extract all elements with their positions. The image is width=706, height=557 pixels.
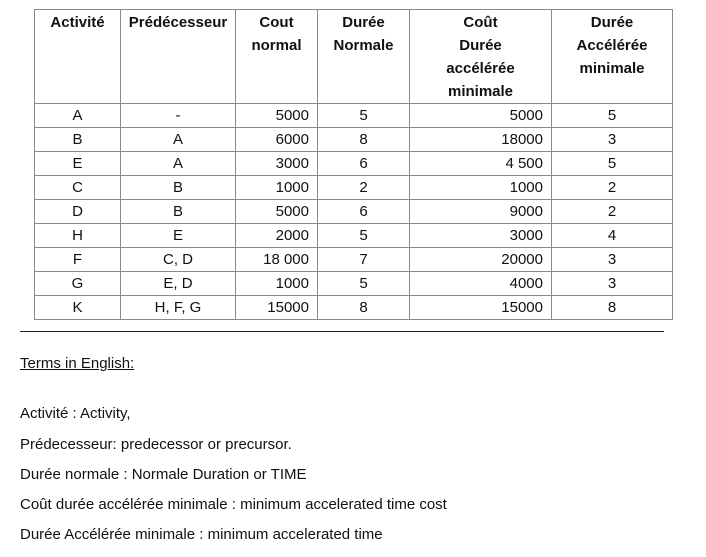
cell-normal-duration: 7	[318, 248, 410, 272]
cell-min-accelerated-duration: 3	[552, 248, 673, 272]
table-header-row	[35, 10, 673, 104]
cell-normal-cost: 1000	[236, 176, 318, 200]
header-duree-acceleree: Durée Accélérée minimale	[552, 10, 673, 104]
cell-predecessor: E, D	[121, 272, 236, 296]
table-row	[35, 248, 673, 272]
cell-predecessor: A	[121, 128, 236, 152]
table-row	[35, 152, 673, 176]
definition-duree-acceleree: Durée Accélérée minimale : minimum accelerated time	[20, 526, 383, 543]
cell-normal-duration: 6	[318, 200, 410, 224]
cell-min-accelerated-duration: 5	[552, 104, 673, 128]
header-predecesseur: Prédécesseur	[121, 10, 236, 104]
cell-min-accelerated-duration: 5	[552, 152, 673, 176]
cell-activity: E	[35, 152, 121, 176]
cell-min-accelerated-duration: 3	[552, 128, 673, 152]
cell-normal-cost: 5000	[236, 104, 318, 128]
cell-predecessor: B	[121, 200, 236, 224]
header-cout-normal: Cout normal	[236, 10, 318, 104]
cell-activity: A	[35, 104, 121, 128]
definition-duree-normale: Durée normale : Normale Duration or TIME	[20, 466, 307, 483]
cell-predecessor: A	[121, 152, 236, 176]
table-row	[35, 272, 673, 296]
cell-min-accelerated-duration: 4	[552, 224, 673, 248]
table-row	[35, 176, 673, 200]
cell-min-accelerated-cost: 15000	[410, 296, 552, 320]
cell-normal-duration: 8	[318, 296, 410, 320]
cell-min-accelerated-cost: 1000	[410, 176, 552, 200]
cell-min-accelerated-duration: 2	[552, 200, 673, 224]
cell-activity: C	[35, 176, 121, 200]
cell-normal-duration: 2	[318, 176, 410, 200]
cell-min-accelerated-cost: 3000	[410, 224, 552, 248]
cell-normal-duration: 5	[318, 272, 410, 296]
horizontal-divider	[20, 331, 664, 332]
table-row	[35, 104, 673, 128]
cell-min-accelerated-cost: 18000	[410, 128, 552, 152]
activity-table	[34, 9, 673, 320]
cell-predecessor: E	[121, 224, 236, 248]
cell-predecessor: -	[121, 104, 236, 128]
cell-normal-cost: 3000	[236, 152, 318, 176]
definition-predecesseur: Prédecesseur: predecessor or precursor.	[20, 436, 292, 453]
cell-min-accelerated-duration: 8	[552, 296, 673, 320]
cell-min-accelerated-cost: 4 500	[410, 152, 552, 176]
cell-normal-cost: 15000	[236, 296, 318, 320]
cell-normal-cost: 6000	[236, 128, 318, 152]
cell-activity: F	[35, 248, 121, 272]
cell-min-accelerated-duration: 2	[552, 176, 673, 200]
header-duree-normale: Durée Normale	[318, 10, 410, 104]
cell-min-accelerated-cost: 5000	[410, 104, 552, 128]
definition-activite: Activité : Activity,	[20, 405, 131, 422]
cell-activity: B	[35, 128, 121, 152]
cell-activity: D	[35, 200, 121, 224]
cell-normal-cost: 2000	[236, 224, 318, 248]
cell-predecessor: H, F, G	[121, 296, 236, 320]
cell-normal-cost: 18 000	[236, 248, 318, 272]
table-row	[35, 224, 673, 248]
cell-normal-duration: 5	[318, 224, 410, 248]
terms-heading: Terms in English:	[20, 355, 135, 372]
definition-cout-acceleree: Coût durée accélérée minimale : minimum accelerated time cost	[20, 496, 447, 513]
table-row	[35, 128, 673, 152]
cell-normal-duration: 5	[318, 104, 410, 128]
cell-activity: H	[35, 224, 121, 248]
cell-normal-duration: 8	[318, 128, 410, 152]
cell-normal-duration: 6	[318, 152, 410, 176]
cell-min-accelerated-duration: 3	[552, 272, 673, 296]
cell-predecessor: C, D	[121, 248, 236, 272]
table-body	[35, 104, 673, 320]
cell-min-accelerated-cost: 20000	[410, 248, 552, 272]
table-row	[35, 200, 673, 224]
header-cout-duree-acceleree: Coût Durée accélérée minimale	[410, 10, 552, 104]
cell-normal-cost: 5000	[236, 200, 318, 224]
header-activite: Activité	[35, 10, 121, 104]
cell-activity: G	[35, 272, 121, 296]
cell-min-accelerated-cost: 9000	[410, 200, 552, 224]
cell-predecessor: B	[121, 176, 236, 200]
table-row	[35, 296, 673, 320]
cell-min-accelerated-cost: 4000	[410, 272, 552, 296]
cell-normal-cost: 1000	[236, 272, 318, 296]
cell-activity: K	[35, 296, 121, 320]
